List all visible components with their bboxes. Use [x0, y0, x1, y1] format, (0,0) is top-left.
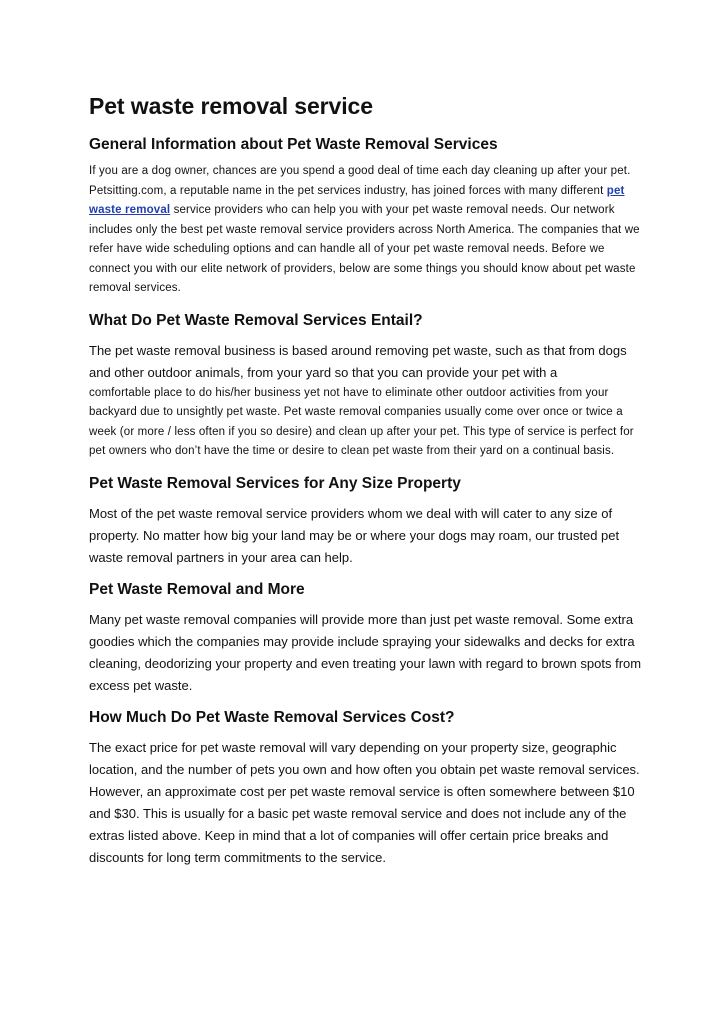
- section-body-and-more: Many pet waste removal companies will provide more than just pet waste removal. Some extra goodies which the companies may provide include spraying your sidewalks and decks for extra cleaning, deodorizing your property and even treating your lawn with regard to brown spots from excess pet waste.: [89, 611, 642, 693]
- section-body-any-size: Most of the pet waste removal service providers whom we deal with will cater to any size of property. No matter how big your land may be or where your dogs may roam, our trusted pet waste removal partners in your area can help.: [89, 505, 620, 565]
- pet-waste-removal-link[interactable]: pet waste removal: [89, 184, 625, 216]
- body-text-before-link: If you are a dog owner, chances are you spend a good deal of time each day cleaning up after your pet. Petsitting.com, a reputable name in the pet services industry, has joined forces with many different: [89, 165, 631, 197]
- section-heading-what-entail: What Do Pet Waste Removal Services Entail?: [89, 311, 423, 329]
- section-heading-any-size: Pet Waste Removal Services for Any Size Property: [89, 474, 461, 492]
- section-body-general-info: [89, 162, 649, 299]
- section-body-cost: The exact price for pet waste removal will vary depending on your property size, geographic location, and the number of pets you own and how often you obtain pet waste removal services. However, an approximate cost per pet waste removal service is often somewhere between $10 and $30. This is usually for a basic pet waste removal service and does not include any of the extras listed above. Keep in mind that a lot of companies will offer certain price breaks and discounts for long term commitments to the service.: [89, 739, 640, 865]
- body-text-after-link: service providers who can help you with your pet waste removal needs. Our network includes only the best pet waste removal service providers across North America. The companies that we refer have wide scheduling options and can handle all of your pet waste removal needs. Before we connect you with our elite network of providers, below are some things you should know about pet waste removal services.: [89, 204, 640, 294]
- section-heading-general-info: General Information about Pet Waste Removal Services: [89, 136, 498, 153]
- page-title: Pet waste removal service: [89, 93, 373, 119]
- section-body-what-entail-part1: The pet waste removal business is based around removing pet waste, such as that from dogs and other outdoor animals, from your yard so that you can provide your pet with a: [89, 342, 627, 380]
- section-body-what-entail-part2: comfortable place to do his/her business yet not have to eliminate other outdoor activities from your backyard due to unsightly pet waste. Pet waste removal companies usually come over once or twice a week (or more / less often if you so desire) and clean up after your pet. This type of service is perfect for pet owners who don’t have the time or desire to clean pet waste from their yard on a continual basis.: [89, 386, 634, 457]
- section-heading-cost: How Much Do Pet Waste Removal Services Cost?: [89, 708, 455, 726]
- document-page: [89, 92, 649, 869]
- section-heading-and-more: Pet Waste Removal and More: [89, 580, 305, 598]
